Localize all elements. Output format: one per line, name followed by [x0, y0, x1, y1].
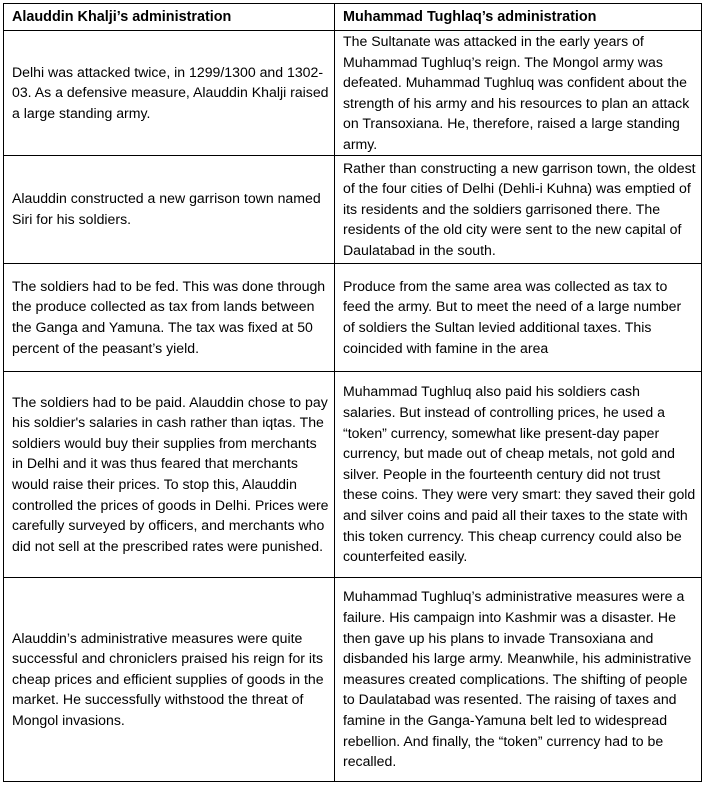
cell-tughlaq-salary: Muhammad Tughluq also paid his soldiers cash salaries. But instead of controlling prices, he used a “token” currency, somewhat like present-day paper currency, but made out of cheap metals, not gold and silver. People in the fourteenth century did not trust these coins. They were very smart: they saved their gold and silver coins and paid all their taxes to the state with this token currency. This cheap currency could also be counterfeited easily. — [335, 371, 702, 577]
comparison-table — [3, 3, 702, 782]
cell-alauddin-outcome: Alauddin’s administrative measures were quite successful and chroniclers praised his reign for its cheap prices and efficient supplies of goods in the market. He successfully withstood the threat of Mongol invasions. — [4, 577, 335, 781]
header-row — [4, 4, 702, 31]
table-row — [4, 263, 702, 371]
header-tughlaq: Muhammad Tughlaq’s administration — [335, 4, 702, 31]
table-row — [4, 577, 702, 781]
table-row — [4, 371, 702, 577]
cell-alauddin-tax: The soldiers had to be fed. This was done through the produce collected as tax from lands between the Ganga and Yamuna. The tax was fixed at 50 percent of the peasant’s yield. — [4, 263, 335, 371]
cell-tughlaq-tax: Produce from the same area was collected as tax to feed the army. But to meet the need of a large number of soldiers the Sultan levied additional taxes. This coincided with famine in the area — [335, 263, 702, 371]
cell-tughlaq-army: The Sultanate was attacked in the early years of Muhammad Tughluq’s reign. The Mongol army was defeated. Muhammad Tughluq was confident about the strength of his army and his resources to plan an attack on Transoxiana. He, therefore, raised a large standing army. — [335, 31, 702, 156]
cell-tughlaq-garrison: Rather than constructing a new garrison town, the oldest of the four cities of Delhi (Dehli-i Kuhna) was emptied of its residents and the soldiers garrisoned there. The residents of the old city were sent to the new capital of Daulatabad in the south. — [335, 155, 702, 263]
cell-alauddin-army: Delhi was attacked twice, in 1299/1300 and 1302-03. As a defensive measure, Alauddin Khalji raised a large standing army. — [4, 31, 335, 156]
cell-alauddin-garrison: Alauddin constructed a new garrison town named Siri for his soldiers. — [4, 155, 335, 263]
cell-alauddin-salary: The soldiers had to be paid. Alauddin chose to pay his soldier's salaries in cash rather than iqtas. The soldiers would buy their supplies from merchants in Delhi and it was thus feared that merchants would raise their prices. To stop this, Alauddin controlled the prices of goods in Delhi. Prices were carefully surveyed by officers, and merchants who did not sell at the prescribed rates were punished. — [4, 371, 335, 577]
header-alauddin: Alauddin Khalji’s administration — [4, 4, 335, 31]
table-row — [4, 31, 702, 156]
table-row — [4, 155, 702, 263]
cell-tughlaq-outcome: Muhammad Tughluq’s administrative measures were a failure. His campaign into Kashmir was a disaster. He then gave up his plans to invade Transoxiana and disbanded his large army. Meanwhile, his administrative measures created complications. The shifting of people to Daulatabad was resented. The raising of taxes and famine in the Ganga-Yamuna belt led to widespread rebellion. And finally, the “token” currency had to be recalled. — [335, 577, 702, 781]
